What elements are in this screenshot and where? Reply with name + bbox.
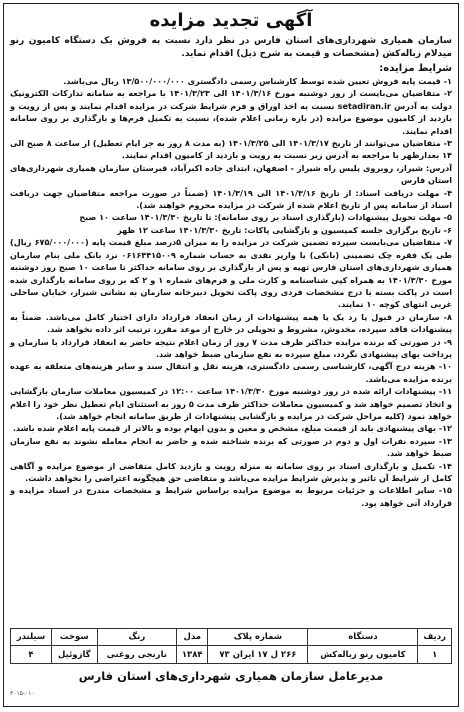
condition-item: ۸- سازمان در قبول یا رد یک یا همه پیشنهادات از زمان انعقاد قرارداد دارای اختیار کامل می‌باشد. ضمناً به پیشنهادات فاقد سپرده، مخدوش، مشروط و تحویلی در خارج از موعد مقرر، ترتیب اثر داده نخواهد شد. <box>10 311 452 335</box>
condition-item: ۶- تاریخ برگزاری جلسه کمیسیون و بازگشایی پاکات: تاریخ ۱۴۰۱/۳/۳۰ ساعت ۱۲ ظهر <box>117 224 452 235</box>
column-header: ردیف <box>418 629 452 646</box>
table-cell: ۱ <box>418 646 452 664</box>
table-cell: ۴ <box>11 646 52 664</box>
table-cell: گازوئیل <box>51 646 97 664</box>
notice-title: آگهی تجدید مزایده <box>149 10 313 31</box>
condition-item: ۱۴- تکمیل و بارگذاری اسناد بر روی سامانه به منزله رویت و بازدید کامل متقاضی از موضوع مزایده و آگاهی کامل از شرایط آن تاثیر و پذیرش شرایط مزایده می‌باشد و متقاضی حق هیچگونه اعتراضی را نخواهد داشت. <box>10 460 452 483</box>
condition-item: ۱۰- هزینه درج آگهی، کارشناسی رسمی دادگستری، هزینه نقل و انتقال سند و سایر هزینه‌های متعلقه به عهده برنده مزایده می‌باشد. <box>10 361 452 384</box>
condition-item: ۱۲- بهای پیشنهادی باید از قیمت مبلغ، مشخص و معین و بدون ابهام بوده و بالاتر از قیمت پایه اعلام شده باشد. <box>12 423 452 434</box>
condition-item: ۱۵- سایر اطلاعات و جزئیات مربوط به موضوع مزایده براساس شرایط و مشخصات مندرج در اسناد مزایده و قرارداد آتی خواهد بود. <box>10 485 452 508</box>
table-cell: ۲۶۶ ل ۱۷ ایران ۷۳ <box>208 646 308 664</box>
condition-item: ۷- متقاضیان می‌بایست سپرده تضمین شرکت در مزایده را به میزان ۵درصد مبلغ قیمت پایه (۶۷۵/۰۰۰/۰۰۰ ریال) طی یک فقره چک تضمینی (بانکی) یا واریز نقدی به حساب شماره ۰۶۱۶۴۴۱۵۰۰۹ نزد بانک ملی بنام سازمان همیاری شهرداری‌های استان فارس تهیه و پس از بارگذاری بر روی سامانه حداکثر تا ساعت ۱۰ صبح روز دوشنبه مورخ ۱۴۰۱/۳/۳۰ به همراه کپی شناسنامه و کارت ملی و فرم‌های شماره ۱ و ۲ که بر روی سامانه بارگذاری شده است در پاکت بسته با درج مشخصات فردی روی پاکت تحویل دبیرخانه سازمان به نشانی شیراز، خیابان ساحلی غربی انتهای کوچه ۱۰ نمایند. <box>10 237 453 310</box>
table-cell: ۱۳۸۴ <box>177 646 208 664</box>
conditions-list <box>4 75 458 509</box>
table-header-row <box>11 629 452 646</box>
table-cell: نارنجی روغنی <box>97 646 176 664</box>
column-header: سوخت <box>51 629 97 646</box>
condition-item: ۲- متقاضیان می‌بایست از روز دوشنبه مورخ ۱۴۰۱/۳/۱۶ الی ۱۴۰۱/۳/۲۳ با مراجعه به سامانه تدارکات الکترونیک دولت به آدرس setadiran.ir نسبت به اخذ اوراق و فرم شرایط شرکت در مزایده اقدام نمایند و پس از رویت و بازدید از کامیون موضوع مزایده (در بازه زمانی اعلام شده)، نسبت به تکمیل فرم‌ها و بارگذاری بر روی سامانه اقدام نمایند. <box>10 88 453 136</box>
table-row <box>11 646 452 664</box>
table-cell: کامیون رنو زباله‌کش <box>308 646 418 664</box>
condition-item: ۴- مهلت دریافت اسناد: از تاریخ ۱۴۰۱/۳/۱۶ الی ۱۴۰۱/۳/۱۹ (ضمناً در صورت مراجعه متقاضیان جهت دریافت اسناد از سامانه پس از تاریخ اعلام شده از شرکت در مزایده محروم خواهند شد). <box>10 187 453 211</box>
column-header: رنگ <box>97 629 176 646</box>
signatory: مدیرعامل سازمان همیاری شهرداری‌های استان فارس <box>78 669 384 683</box>
conditions-heading: شرایط مزایده: <box>379 63 452 74</box>
condition-item: ۱۳- سپرده نفرات اول و دوم در صورتی که برنده شناخته شده و حاضر به انجام معامله نشوند به نفع سازمان ضبط خواهد شد. <box>10 435 452 459</box>
condition-item: ۹- در صورتی که برنده مزایده حداکثر ظرف مدت ۷ روز از زمان اعلام نتیجه حاضر به انعقاد قرارداد با سازمان و پرداخت بهای پیشنهادی نگردد، مبلغ سپرده به نفع سازمان ضبط خواهد شد. <box>10 336 452 359</box>
ad-code: ۳۰۱۵-۰۱۰ <box>10 690 35 697</box>
column-header: دستگاه <box>308 629 418 646</box>
notice-intro: سازمان همیاری شهرداری‌های استان فارس در نظر دارد نسبت به فروش یک دستگاه کامیون رنو میدلام زباله‌کش (مشخصات و قیمت به شرح ذیل) اقدام نماید. <box>10 36 452 59</box>
auction-notice <box>3 3 459 707</box>
condition-item: ۱- قیمت پایه فروش تعیین شده توسط کارشناس رسمی دادگستری ۱۳/۵۰۰/۰۰۰/۰۰۰ ریال می‌باشد. <box>63 76 452 86</box>
condition-address: آدرس: شیراز، روبروی پلیس راه شیراز - اصفهان، ابتدای جاده اکبرآباد، قبرستان سازمان همیاری شهرداری‌های استان فارس <box>10 162 452 186</box>
column-header: مدل <box>177 629 208 646</box>
condition-item: ۳- متقاضیان می‌توانند از تاریخ ۱۴۰۱/۳/۱۷ الی ۱۴۰۱/۳/۲۵ (به مدت ۸ روز به جز ایام تعطیل) از ساعت ۸ صبح الی ۱۴ بعدازظهر با مراجعه به آدرس زیر نسبت به رویت و بازدید از کامیون اقدام نمایند. <box>10 138 452 161</box>
column-header: سیلندر <box>11 629 52 646</box>
condition-item: ۵- مهلت تحویل پیشنهادات (بارگذاری اسناد بر روی سامانه): تا تاریخ ۱۴۰۱/۳/۳۰ ساعت ۱۰ صبح <box>79 212 452 223</box>
vehicle-table <box>10 628 452 664</box>
condition-item: ۱۱- پیشنهادات ارائه شده در روز دوشنبه مورخ ۱۴۰۱/۳/۳۰ ساعت ۱۲:۰۰ در کمیسیون معاملات سازمان بازگشایی و اتخاذ تصمیم خواهد شد و کمیسیون معاملات حداکثر ظرف مدت ۵ روز به استثنای ایام تعطیل نظر خود را اعلام خواهد نمود (کلیه مراحل شرکت در مزایده و بازگشایی پیشنهادات از طریق سامانه انجام خواهد شد). <box>10 386 453 421</box>
column-header: شماره پلاک <box>208 629 308 646</box>
